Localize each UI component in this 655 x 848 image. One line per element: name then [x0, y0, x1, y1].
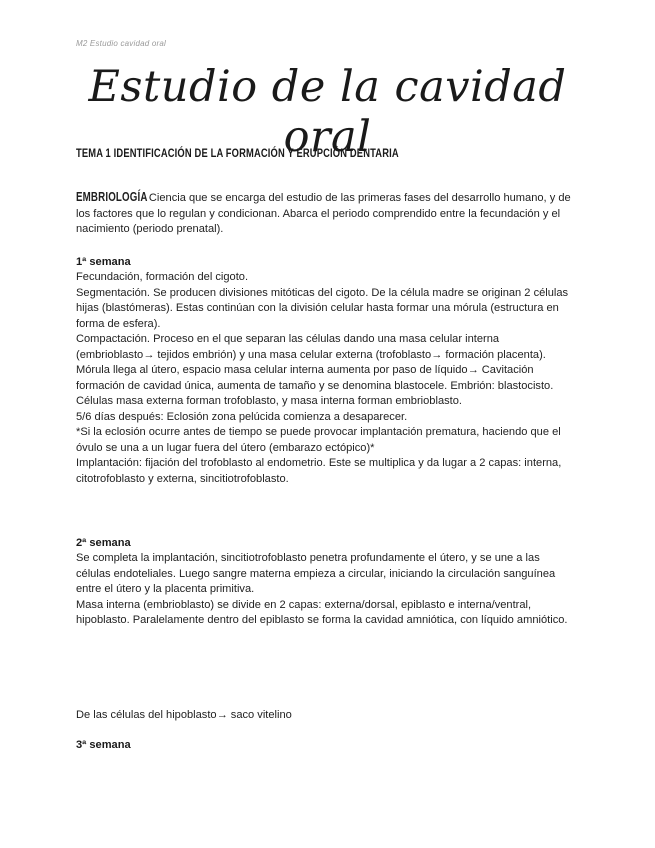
hypoblast-note: De las células del hipoblasto→ saco vitelino [76, 709, 292, 721]
week-2-paragraph: Masa interna (embrioblasto) se divide en 2 capas: externa/dorsal, epiblasto e interna/ventral, hipoblasto. Paralelamente dentro del epiblasto se forma la cavidad amniótica, con líquido amniótico. [76, 598, 568, 626]
week-1-paragraph: Segmentación. Se producen divisiones mitóticas del cigoto. De la célula madre se originan 2 células hijas (blastómeras). Estas continúan con la división celular hasta formar una mórula (estructura en forma de esfera). [76, 286, 569, 330]
intro-text: Ciencia que se encarga del estudio de las primeras fases del desarrollo humano, y de los factores que lo regulan y condicionan. Abarca el periodo comprendido entre la fecundación y el nacimiento (periodo prenatal). [76, 192, 571, 235]
week-1-heading: 1ª semana [76, 256, 131, 268]
week-1-paragraph: Mórula llega al útero, espacio masa celular interna aumenta por paso de líquido→ Cavitación formación de cavidad única, aumenta de tamaño y se denomina blastocele. Embrión: blastocisto. [76, 364, 554, 392]
week-1-paragraph: Fecundación, formación del cigoto. [76, 271, 249, 283]
week-1-paragraph: Compactación. Proceso en el que separan las células dando una masa celular interna (embrioblasto→ tejidos embrión) y una masa celular externa (trofoblasto→ formación placenta). [76, 333, 546, 361]
week-1-paragraph: Implantación: fijación del trofoblasto al endometrio. Este se multiplica y da lugar a 2 capas: interna, citotrofoblasto y externa, sincitiotrofoblasto. [76, 457, 562, 485]
week-1-body [76, 270, 576, 487]
intro-paragraph [76, 190, 576, 238]
week-1-paragraph: Células masa externa forman trofoblasto, y masa interna forman embrioblasto. [76, 395, 462, 407]
section-heading: TEMA 1 IDENTIFICACIÓN DE LA FORMACIÓN Y ERUPCIÓN DENTARIA [76, 146, 399, 160]
intro-term: EMBRIOLOGÍA [76, 190, 148, 204]
week-2-heading: 2ª semana [76, 537, 131, 549]
document-title: Estudio de la cavidad oral [88, 62, 567, 162]
week-2-paragraph: Se completa la implantación, sincitiotrofoblasto penetra profundamente el útero, y se une a las células endoteliales. Luego sangre materna empieza a circular, iniciando la circulación sanguínea entre el útero y la placenta primitiva. [76, 552, 556, 595]
week-3-heading: 3ª semana [76, 739, 131, 751]
running-header: M2 Estudio cavidad oral [76, 39, 166, 48]
week-2-body [76, 551, 576, 629]
week-1-paragraph: 5/6 días después: Eclosión zona pelúcida comienza a desaparecer. [76, 410, 408, 423]
week-1-paragraph: *Si la eclosión ocurre antes de tiempo se puede provocar implantación prematura, haciendo que el óvulo se una a un lugar fuera del útero (embarazo ectópico)* [76, 426, 561, 454]
